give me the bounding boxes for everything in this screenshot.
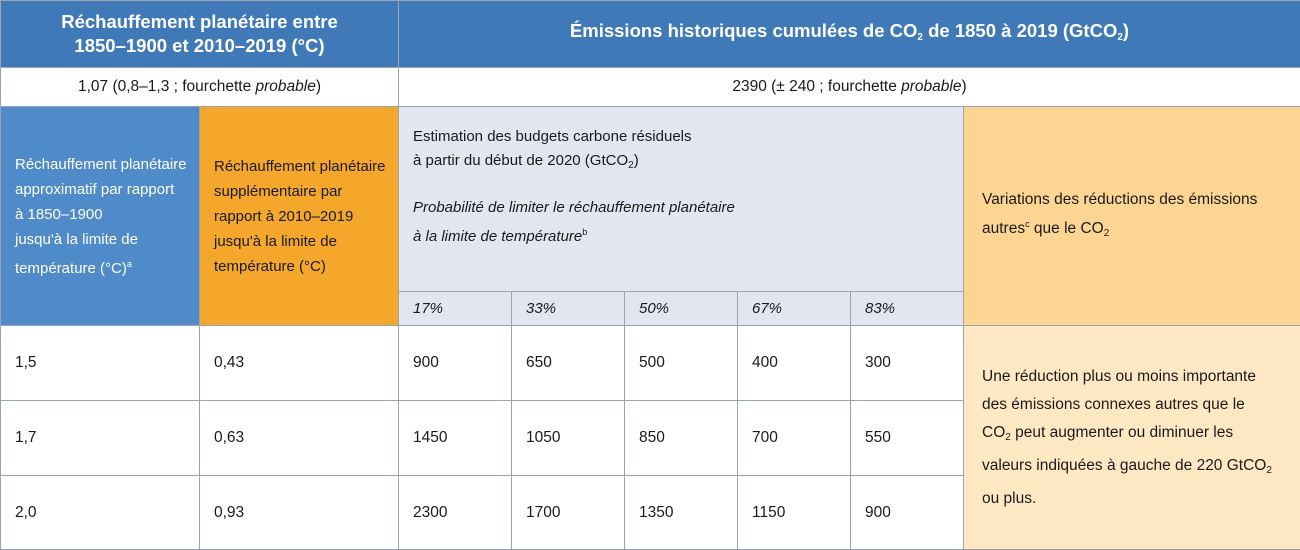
variations-line2-mid: que le CO xyxy=(1030,220,1104,237)
limit-cell: 1,5 xyxy=(1,326,200,401)
emissions-title-sub1: 2 xyxy=(917,32,923,43)
warming-title-line2: 1850–1900 et 2010–2019 (°C) xyxy=(74,35,324,56)
footnote-b: b xyxy=(582,227,587,237)
additional-warming-column-header xyxy=(200,107,399,326)
budget-cell: 500 xyxy=(625,326,738,401)
budget-cell: 2300 xyxy=(399,476,512,550)
budget-cell: 1350 xyxy=(625,476,738,550)
budget-cell: 850 xyxy=(625,401,738,476)
non-co2-note xyxy=(964,326,1300,550)
budget-cell: 900 xyxy=(399,326,512,401)
approx-line1: Réchauffement planétaire xyxy=(15,156,187,173)
approx-warming-column-header xyxy=(1,107,200,326)
note-line1: Une réduction plus ou moins importante xyxy=(982,368,1256,385)
emissions-title-post: ) xyxy=(1123,20,1129,41)
extra-line4: jusqu'à la limite de xyxy=(214,233,337,250)
note-line4-sub: 2 xyxy=(1266,465,1272,476)
cumulative-emissions-text: 2390 (± 240 ; fourchette xyxy=(732,78,901,95)
column-header-row xyxy=(1,107,1300,292)
approx-line3: à 1850–1900 xyxy=(15,206,103,223)
cumulative-emissions-value xyxy=(399,68,1300,107)
budget-cell: 550 xyxy=(851,401,964,476)
extra-cell: 0,93 xyxy=(200,476,399,550)
note-line3-post: peut augmenter ou diminuer les xyxy=(1011,424,1233,441)
limit-cell: 1,7 xyxy=(1,401,200,476)
approx-line4: jusqu'à la limite de xyxy=(15,231,138,248)
budget-cell: 900 xyxy=(851,476,964,550)
approx-line5: température (°C) xyxy=(15,260,127,277)
probability-67: 67% xyxy=(738,292,851,326)
warming-title-line1: Réchauffement planétaire entre xyxy=(61,11,338,32)
budget-cell: 400 xyxy=(738,326,851,401)
budget-line1: Estimation des budgets carbone résiduels xyxy=(413,128,692,145)
budget-cell: 650 xyxy=(512,326,625,401)
cumulative-emissions-close: ) xyxy=(961,78,966,95)
probability-83: 83% xyxy=(851,292,964,326)
observed-warming-close: ) xyxy=(316,78,321,95)
values-row xyxy=(1,68,1300,107)
extra-line2: supplémentaire par xyxy=(214,183,342,200)
cumulative-emissions-italic: probable xyxy=(901,78,961,95)
non-co2-variations-header xyxy=(964,107,1300,326)
budget-line2-sub: 2 xyxy=(628,160,634,171)
extra-line3: rapport à 2010–2019 xyxy=(214,208,353,225)
carbon-budget-header xyxy=(399,107,964,292)
budget-cell: 700 xyxy=(738,401,851,476)
probability-line1: Probabilité de limiter le réchauffement planétaire xyxy=(413,199,735,216)
budget-cell: 1150 xyxy=(738,476,851,550)
approx-line2: approximatif par rapport xyxy=(15,181,174,198)
note-line5: ou plus. xyxy=(982,490,1036,507)
emissions-header xyxy=(399,1,1300,68)
limit-cell: 2,0 xyxy=(1,476,200,550)
probability-line2: à la limite de température xyxy=(413,228,582,245)
budget-cell: 300 xyxy=(851,326,964,401)
budget-line2: à partir du début de 2020 (GtCO xyxy=(413,152,628,169)
variations-line2: autres xyxy=(982,220,1025,237)
variations-line1: Variations des réductions des émissions xyxy=(982,191,1257,208)
budget-line2-close: ) xyxy=(634,152,639,169)
observed-warming-text: 1,07 (0,8–1,3 ; fourchette xyxy=(78,78,256,95)
note-line4: valeurs indiquées à gauche de 220 GtCO xyxy=(982,457,1266,474)
emissions-title-mid: de 1850 à 2019 (GtCO xyxy=(923,20,1117,41)
probability-33: 33% xyxy=(512,292,625,326)
extra-line5: température (°C) xyxy=(214,258,326,275)
header-row xyxy=(1,1,1300,68)
note-line3-sub: 2 xyxy=(1005,432,1011,443)
observed-warming-value xyxy=(1,68,399,107)
budget-cell: 1450 xyxy=(399,401,512,476)
note-line2: des émissions connexes autres que le xyxy=(982,396,1245,413)
note-line3: CO xyxy=(982,424,1005,441)
emissions-title-sub2: 2 xyxy=(1117,32,1123,43)
budget-cell: 1050 xyxy=(512,401,625,476)
probability-17: 17% xyxy=(399,292,512,326)
footnote-a: a xyxy=(127,259,132,269)
footnote-c: c xyxy=(1025,219,1030,229)
extra-line1: Réchauffement planétaire xyxy=(214,158,386,175)
emissions-title-pre: Émissions historiques cumulées de CO xyxy=(570,20,918,41)
extra-cell: 0,63 xyxy=(200,401,399,476)
probability-50: 50% xyxy=(625,292,738,326)
table-row xyxy=(1,326,1300,401)
observed-warming-italic: probable xyxy=(256,78,316,95)
budget-cell: 1700 xyxy=(512,476,625,550)
extra-cell: 0,43 xyxy=(200,326,399,401)
warming-header xyxy=(1,1,399,68)
variations-line2-sub: 2 xyxy=(1104,228,1110,239)
